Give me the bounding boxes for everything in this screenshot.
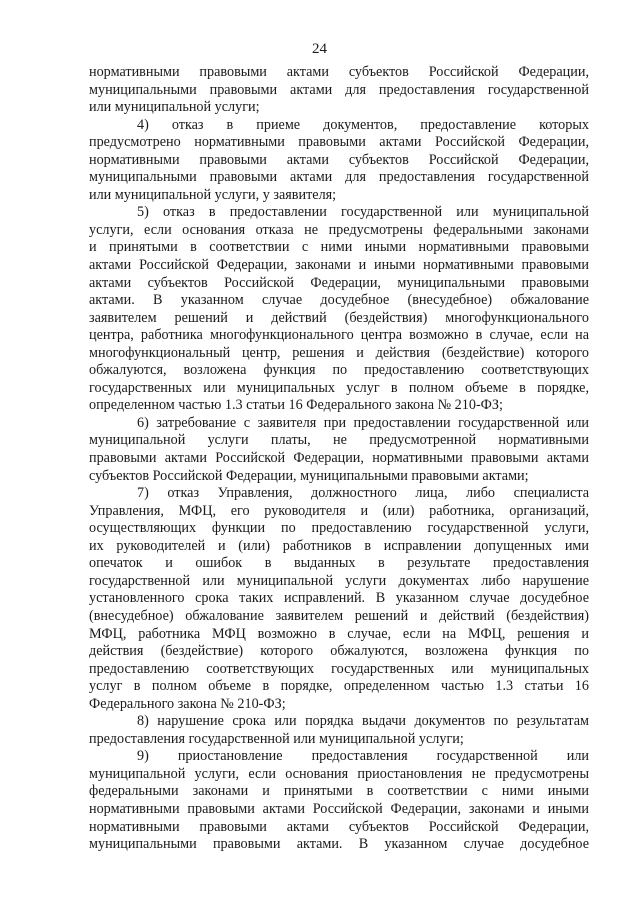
text-line: заявителем решений и действий (бездействия) многофункционального [89, 309, 589, 326]
text-line: их руководителей и (или) работников в исправлении допущенных ими [89, 537, 589, 554]
text-line: осуществляющих функции по предоставлению государственной услуги, [89, 520, 589, 537]
text-line: муниципальной услуги платы, не предусмотренной нормативными [89, 432, 589, 449]
text-line: 5) отказ в предоставлении государственной или муниципальной [137, 204, 589, 221]
text-line: многофункциональный центр, решения и действия (бездействие) которого [89, 344, 589, 361]
text-line: муниципальными правовыми актами для предоставления государственной [89, 81, 589, 98]
text-line: актами Российской Федерации, законами и иными нормативными правовыми [89, 257, 589, 274]
text-line: услуги, если основания отказа не предусмотрены федеральными законами [89, 221, 589, 238]
text-line: актами субъектов Российской Федерации, муниципальными правовыми [89, 274, 589, 291]
text-line: государственных или муниципальных услуг в полном объеме в порядке, [89, 379, 589, 396]
text-line: муниципальными правовыми актами для предоставления государственной [89, 169, 589, 186]
text-line: муниципальной услуги, если основания приостановления не предусмотрены [89, 765, 589, 782]
body-text [89, 64, 589, 854]
text-line: правовыми актами Российской Федерации, нормативными правовыми актами [89, 450, 589, 467]
text-line: Федерального закона № 210-ФЗ; [89, 695, 286, 712]
text-line: (внесудебное) обжалование заявителем решений и действий (бездействия) [89, 607, 589, 624]
text-line: актами. В указанном случае досудебное (внесудебное) обжалование [89, 292, 589, 309]
text-line: установленного срока таких исправлений. В указанном случае досудебное [89, 590, 589, 607]
text-line: услуг в полном объеме в порядке, определенном частью 1.3 статьи 16 [89, 678, 589, 695]
page-number: 24 [312, 41, 327, 57]
text-line: предоставления государственной или муниципальной услуги; [89, 730, 464, 747]
text-line: субъектов Российской Федерации, муниципальными правовыми актами; [89, 467, 529, 484]
text-line: нормативными правовыми актами субъектов Российской Федерации, [89, 151, 589, 168]
text-line: Управления, МФЦ, его руководителя и (или) работника, организаций, [89, 502, 589, 519]
text-line: 4) отказ в приеме документов, предоставление которых [137, 116, 589, 133]
text-line: обжалуются, возложена функция по предоставлению соответствующих [89, 362, 589, 379]
text-line: предоставлению соответствующих государственных или муниципальных [89, 660, 589, 677]
text-line: 6) затребование с заявителя при предоставлении государственной или [137, 414, 589, 431]
text-line: опечаток и ошибок в выданных в результате предоставления [89, 555, 589, 572]
text-line: центра, работника многофункционального центра возможно в случае, если на [89, 327, 589, 344]
text-line: предусмотрено нормативными правовыми актами Российской Федерации, [89, 134, 589, 151]
text-line: или муниципальной услуги; [89, 99, 260, 116]
text-line: действия (бездействие) которого обжалуются, возложена функция по [89, 643, 589, 660]
text-line: МФЦ, работника МФЦ возможно в случае, если на МФЦ, решения и [89, 625, 589, 642]
text-line: 7) отказ Управления, должностного лица, либо специалиста [137, 485, 589, 502]
text-line: нормативными правовыми актами субъектов Российской Федерации, [89, 818, 589, 835]
text-line: нормативными правовыми актами субъектов Российской Федерации, [89, 64, 589, 80]
text-line: или муниципальной услуги, у заявителя; [89, 186, 337, 203]
text-line: нормативными правовыми актами Российской Федерации, законами и иными [89, 800, 589, 817]
text-line: федеральными законами и принятыми в соответствии с ними иными [89, 783, 589, 800]
text-line: 9) приостановление предоставления государственной или [137, 748, 589, 765]
text-line: определенном частью 1.3 статьи 16 Федерального закона № 210-ФЗ; [89, 397, 503, 414]
text-line: 8) нарушение срока или порядка выдачи документов по результатам [137, 713, 589, 730]
text-line: и принятыми в соответствии с ними иными нормативными правовыми [89, 239, 589, 256]
text-line: государственной или муниципальной услуги документах либо нарушение [89, 572, 589, 589]
text-line: муниципальными правовыми актами. В указанном случае досудебное [89, 836, 589, 853]
